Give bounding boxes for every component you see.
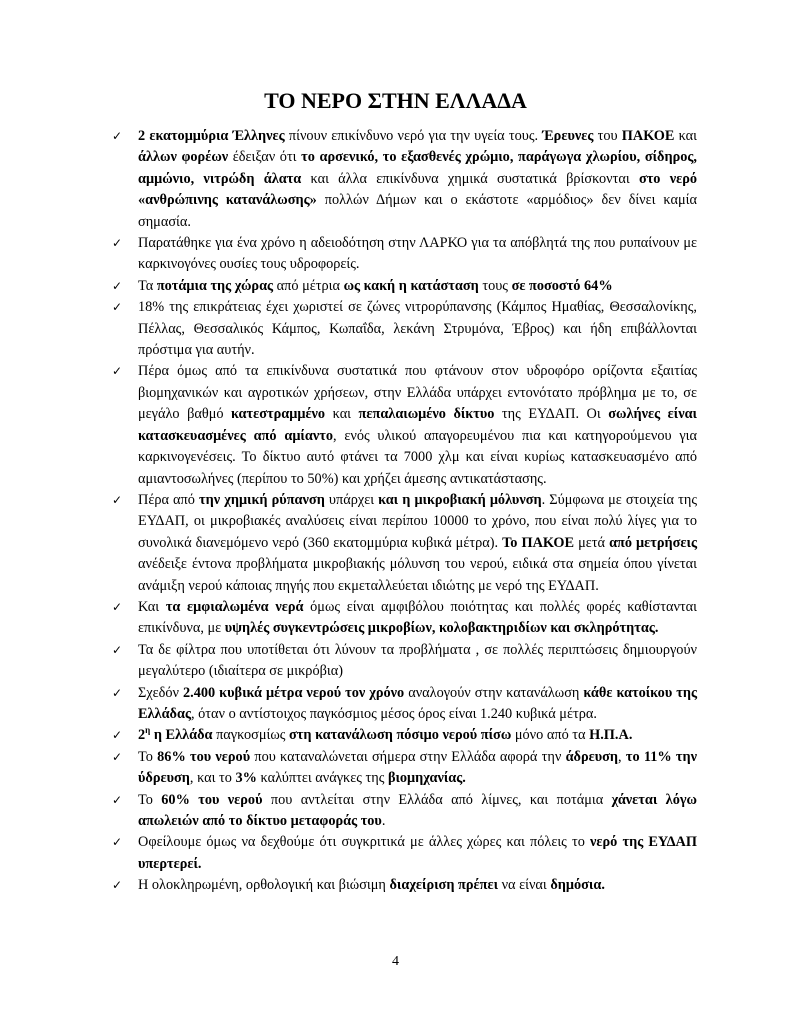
list-item-text	[138, 685, 697, 722]
list-item	[112, 747, 697, 790]
list-item	[112, 640, 697, 683]
text-run: , και το	[189, 770, 236, 787]
bold-text: και η μικροβιακή μόλυνση	[378, 491, 542, 508]
bold-text: πεπαλαιωμένο δίκτυο	[358, 406, 495, 423]
text-run: και άλλα επικίνδυνα χημικά συστατικά βρίσκονται	[301, 170, 639, 187]
list-item-text	[138, 492, 697, 594]
list-item-text	[138, 834, 697, 871]
bullet-list	[112, 126, 697, 897]
text-run: καλύπτει ανάγκες της	[256, 770, 388, 787]
bold-text: Η.Π.Α.	[589, 727, 633, 744]
bold-text: στη κατανάλωση πόσιμο νερού πίσω	[289, 727, 512, 744]
list-item-text	[138, 299, 697, 358]
list-item	[112, 276, 697, 297]
text-run: .	[381, 813, 386, 829]
bold-text: το αρσενικό, το εξασθενές χρώμιο, παράγωγα χλωρίου, σίδηρος, αμμώνιο, νιτρώδη άλατα	[138, 149, 697, 187]
list-item-text	[138, 727, 632, 743]
list-item-text	[138, 792, 697, 829]
bold-text: νερό της ΕΥΔΑΠ υπερτερεί.	[138, 834, 697, 872]
list-item	[112, 790, 697, 833]
text-run: 18% της επικράτειας έχει χωριστεί σε ζώνες νιτρορύπανσης (Κάμπος Ημαθίας, Θεσσαλονίκης, Πέλλας, Θεσσαλικός Κάμπος, Κωπαΐδα, λεκάνη Στρυμόνα, Έβρος) και ήδη επιβάλλονται πρόστιμα για αυτήν.	[138, 299, 697, 359]
text-run: πίνουν επικίνδυνο νερό για την υγεία τους.	[284, 128, 543, 144]
text-run: Η ολοκληρωμένη, ορθολογική και βιώσιμη	[138, 877, 390, 894]
bold-text: 2.400 κυβικά μέτρα νερού τον χρόνο	[183, 684, 405, 701]
check-mark-icon: ✓	[112, 749, 123, 764]
bold-text: Έρευνες	[542, 128, 594, 144]
text-run: όμως είναι αμφιβόλου ποιότητας και πολλές φορές καθίστανται επικίνδυνα, με	[138, 598, 697, 637]
text-run: υπάρχει	[324, 491, 379, 508]
list-item-text	[138, 128, 697, 230]
text-run: και	[674, 128, 697, 144]
bold-text: 2 εκατομμύρια Έλληνες	[138, 128, 285, 144]
text-run: Σχεδόν	[138, 684, 184, 701]
bold-text: στο νερό «ανθρώπινης κατανάλωσης»	[138, 170, 697, 209]
bold-text: 86% του νερού	[157, 748, 251, 765]
text-run: Παρατάθηκε για ένα χρόνο η αδειοδότηση στην ΛΑΡΚΟ για τα απόβλητά της που ρυπαίνουν με καρκινογόνες ουσίες τους υδροφορείς.	[138, 235, 697, 273]
text-run: και	[325, 406, 359, 423]
text-run: Και	[138, 598, 166, 615]
text-run: Το	[138, 748, 158, 765]
text-run: Οφείλουμε όμως να δεχθούμε ότι συγκριτικά με άλλες χώρες και πόλεις το	[138, 834, 591, 851]
text-run: τους	[478, 277, 512, 294]
bold-text: η Ελλάδα	[150, 727, 213, 744]
list-item	[112, 875, 697, 896]
list-item	[112, 126, 697, 233]
check-mark-icon: ✓	[112, 236, 123, 251]
list-item	[112, 361, 697, 489]
text-run: του	[593, 128, 622, 144]
bold-text: 2	[138, 727, 146, 744]
bold-text: χάνεται λόγω απωλειών από το δίκτυο μεταφοράς του	[138, 791, 697, 829]
bold-text: σωλήνες είναι κατασκευασμένες από αμίαντο	[138, 406, 697, 444]
text-run: Το	[138, 791, 162, 808]
text-run: που αντλείται στην Ελλάδα από λίμνες, και ποτάμια	[262, 791, 612, 808]
bold-text: κατεστραμμένο	[231, 406, 326, 423]
list-item-text	[138, 599, 697, 636]
check-mark-icon: ✓	[112, 300, 123, 315]
text-run: να είναι	[498, 877, 551, 894]
bold-text: Το ΠΑΚΟΕ	[502, 534, 575, 551]
text-run: παγκοσμίως	[212, 727, 290, 744]
bold-text: υψηλές συγκεντρώσεις μικροβίων, κολοβακτηριδίων και σκληρότητας.	[224, 620, 659, 637]
text-run: , ενός υλικού απαγορευμένου πια και κατηγορούμενου για καρκινογενέσεις. Το δίκτυο αυτό φτάνει τα 7000 χλμ και είναι κυρίως κατασκευασμένο από αμιαντοσωλήνες (περίπου το 50%) και χρήζει άμεσης αντικατάστασης.	[138, 427, 697, 487]
check-mark-icon: ✓	[112, 685, 123, 700]
text-run: ,	[618, 748, 626, 765]
text-run: Τα δε φίλτρα που υποτίθεται ότι λύνουν τα προβλήματα , σε πολλές περιπτώσεις δημιουργούν μεγαλύτερο (ιδιαίτερα σε μικρόβια)	[138, 641, 697, 680]
bold-text: κάθε κατοίκου της Ελλάδας	[138, 684, 697, 722]
check-mark-icon: ✓	[112, 492, 123, 507]
check-mark-icon: ✓	[112, 728, 123, 743]
check-mark-icon: ✓	[112, 278, 123, 293]
text-run: , όταν ο αντίστοιχος παγκόσμιος μέσος όρος είναι 1.240 κυβικά μέτρα.	[191, 705, 597, 722]
bold-text: 60% του νερού	[161, 791, 263, 808]
bold-text: άδρευση	[565, 748, 619, 765]
list-item-text	[138, 642, 697, 679]
text-run: πολλών Δήμων και ο εκάστοτε «αρμόδιος» δεν δίνει καμία σημασία.	[138, 192, 698, 230]
bold-text: βιομηχανίας.	[387, 770, 466, 787]
text-run: Πέρα από	[138, 491, 200, 508]
list-item	[112, 832, 697, 875]
list-item	[112, 597, 697, 640]
bold-text: το 11% την ύδρευση	[138, 748, 698, 787]
check-mark-icon: ✓	[112, 835, 123, 850]
bold-text: ποτάμια της χώρας	[156, 277, 274, 294]
check-mark-icon: ✓	[112, 364, 123, 379]
list-item	[112, 233, 697, 276]
bold-text: τα εμφιαλωμένα νερά	[165, 598, 304, 615]
text-run: της ΕΥΔΑΠ. Οι	[494, 406, 609, 423]
bold-text: άλλων φορέων	[138, 149, 229, 166]
bold-text: ΠΑΚΟΕ	[621, 128, 675, 144]
page-number: 4	[392, 954, 399, 969]
list-item-text	[138, 363, 697, 486]
list-item	[112, 683, 697, 726]
text-run: που καταναλώνεται σήμερα στην Ελλάδα αφορά την	[250, 748, 566, 765]
list-item	[112, 490, 697, 597]
page-title: ΤΟ ΝΕΡΟ ΣΤΗΝ ΕΛΛΑΔΑ	[264, 88, 527, 113]
check-mark-icon: ✓	[112, 642, 123, 657]
text-run: από μέτρια	[273, 277, 344, 294]
text-run: ανέδειξε έντονα προβλήματα μικροβιακής μόλυνση του νερού, ειδικά στα σημεία όπου γίνεται ανάμιξη νερού κάποιας πηγής που εκμεταλλεύεται ιδιώτης με νερό της ΕΥΔΑΠ.	[138, 556, 697, 594]
bold-text: σε ποσοστό 64%	[511, 277, 613, 294]
text-run: . Σύμφωνα με στοιχεία της ΕΥΔΑΠ, οι μικροβιακές αναλύσεις είναι περίπου 10000 το χρόνο, που είναι πολύ λίγες για το συνολικά διανεμόμενο νερό (360 εκατομμύρια κυβικά μέτρα).	[138, 491, 697, 551]
bold-text: διαχείριση πρέπει	[389, 877, 498, 894]
list-item	[112, 297, 697, 361]
text-run: έδειξαν ότι	[228, 149, 302, 166]
bold-text: 3%	[235, 770, 257, 787]
list-item	[112, 725, 697, 746]
check-mark-icon: ✓	[112, 878, 123, 893]
check-mark-icon: ✓	[112, 129, 123, 143]
bold-text: δημόσια.	[550, 877, 605, 894]
superscript-text: η	[145, 725, 151, 736]
check-mark-icon: ✓	[112, 599, 123, 614]
list-item-text	[138, 749, 697, 786]
check-mark-icon: ✓	[112, 792, 123, 807]
text-run: αναλογούν στην κατανάλωση	[404, 684, 584, 701]
text-run: Τα	[138, 277, 157, 294]
bold-text: την χημική ρύπανση	[199, 491, 325, 508]
list-item-text	[138, 278, 613, 294]
text-run: μετά	[574, 534, 610, 551]
text-run: Πέρα όμως από τα επικίνδυνα συστατικά που φτάνουν στον υδροφόρο ορίζοντα εξαιτίας βιομηχανικών και αγροτικών χρήσεων, στην Ελλάδα υπάρχει εντονότατο πρόβλημα με το, σε μεγάλο βαθμό	[138, 363, 697, 423]
bold-text: ως κακή η κατάσταση	[343, 277, 479, 294]
bold-text: από μετρήσεις	[609, 534, 697, 551]
text-run: μόνο από τα	[511, 727, 590, 744]
list-item-text	[138, 877, 605, 893]
list-item-text	[138, 235, 697, 272]
